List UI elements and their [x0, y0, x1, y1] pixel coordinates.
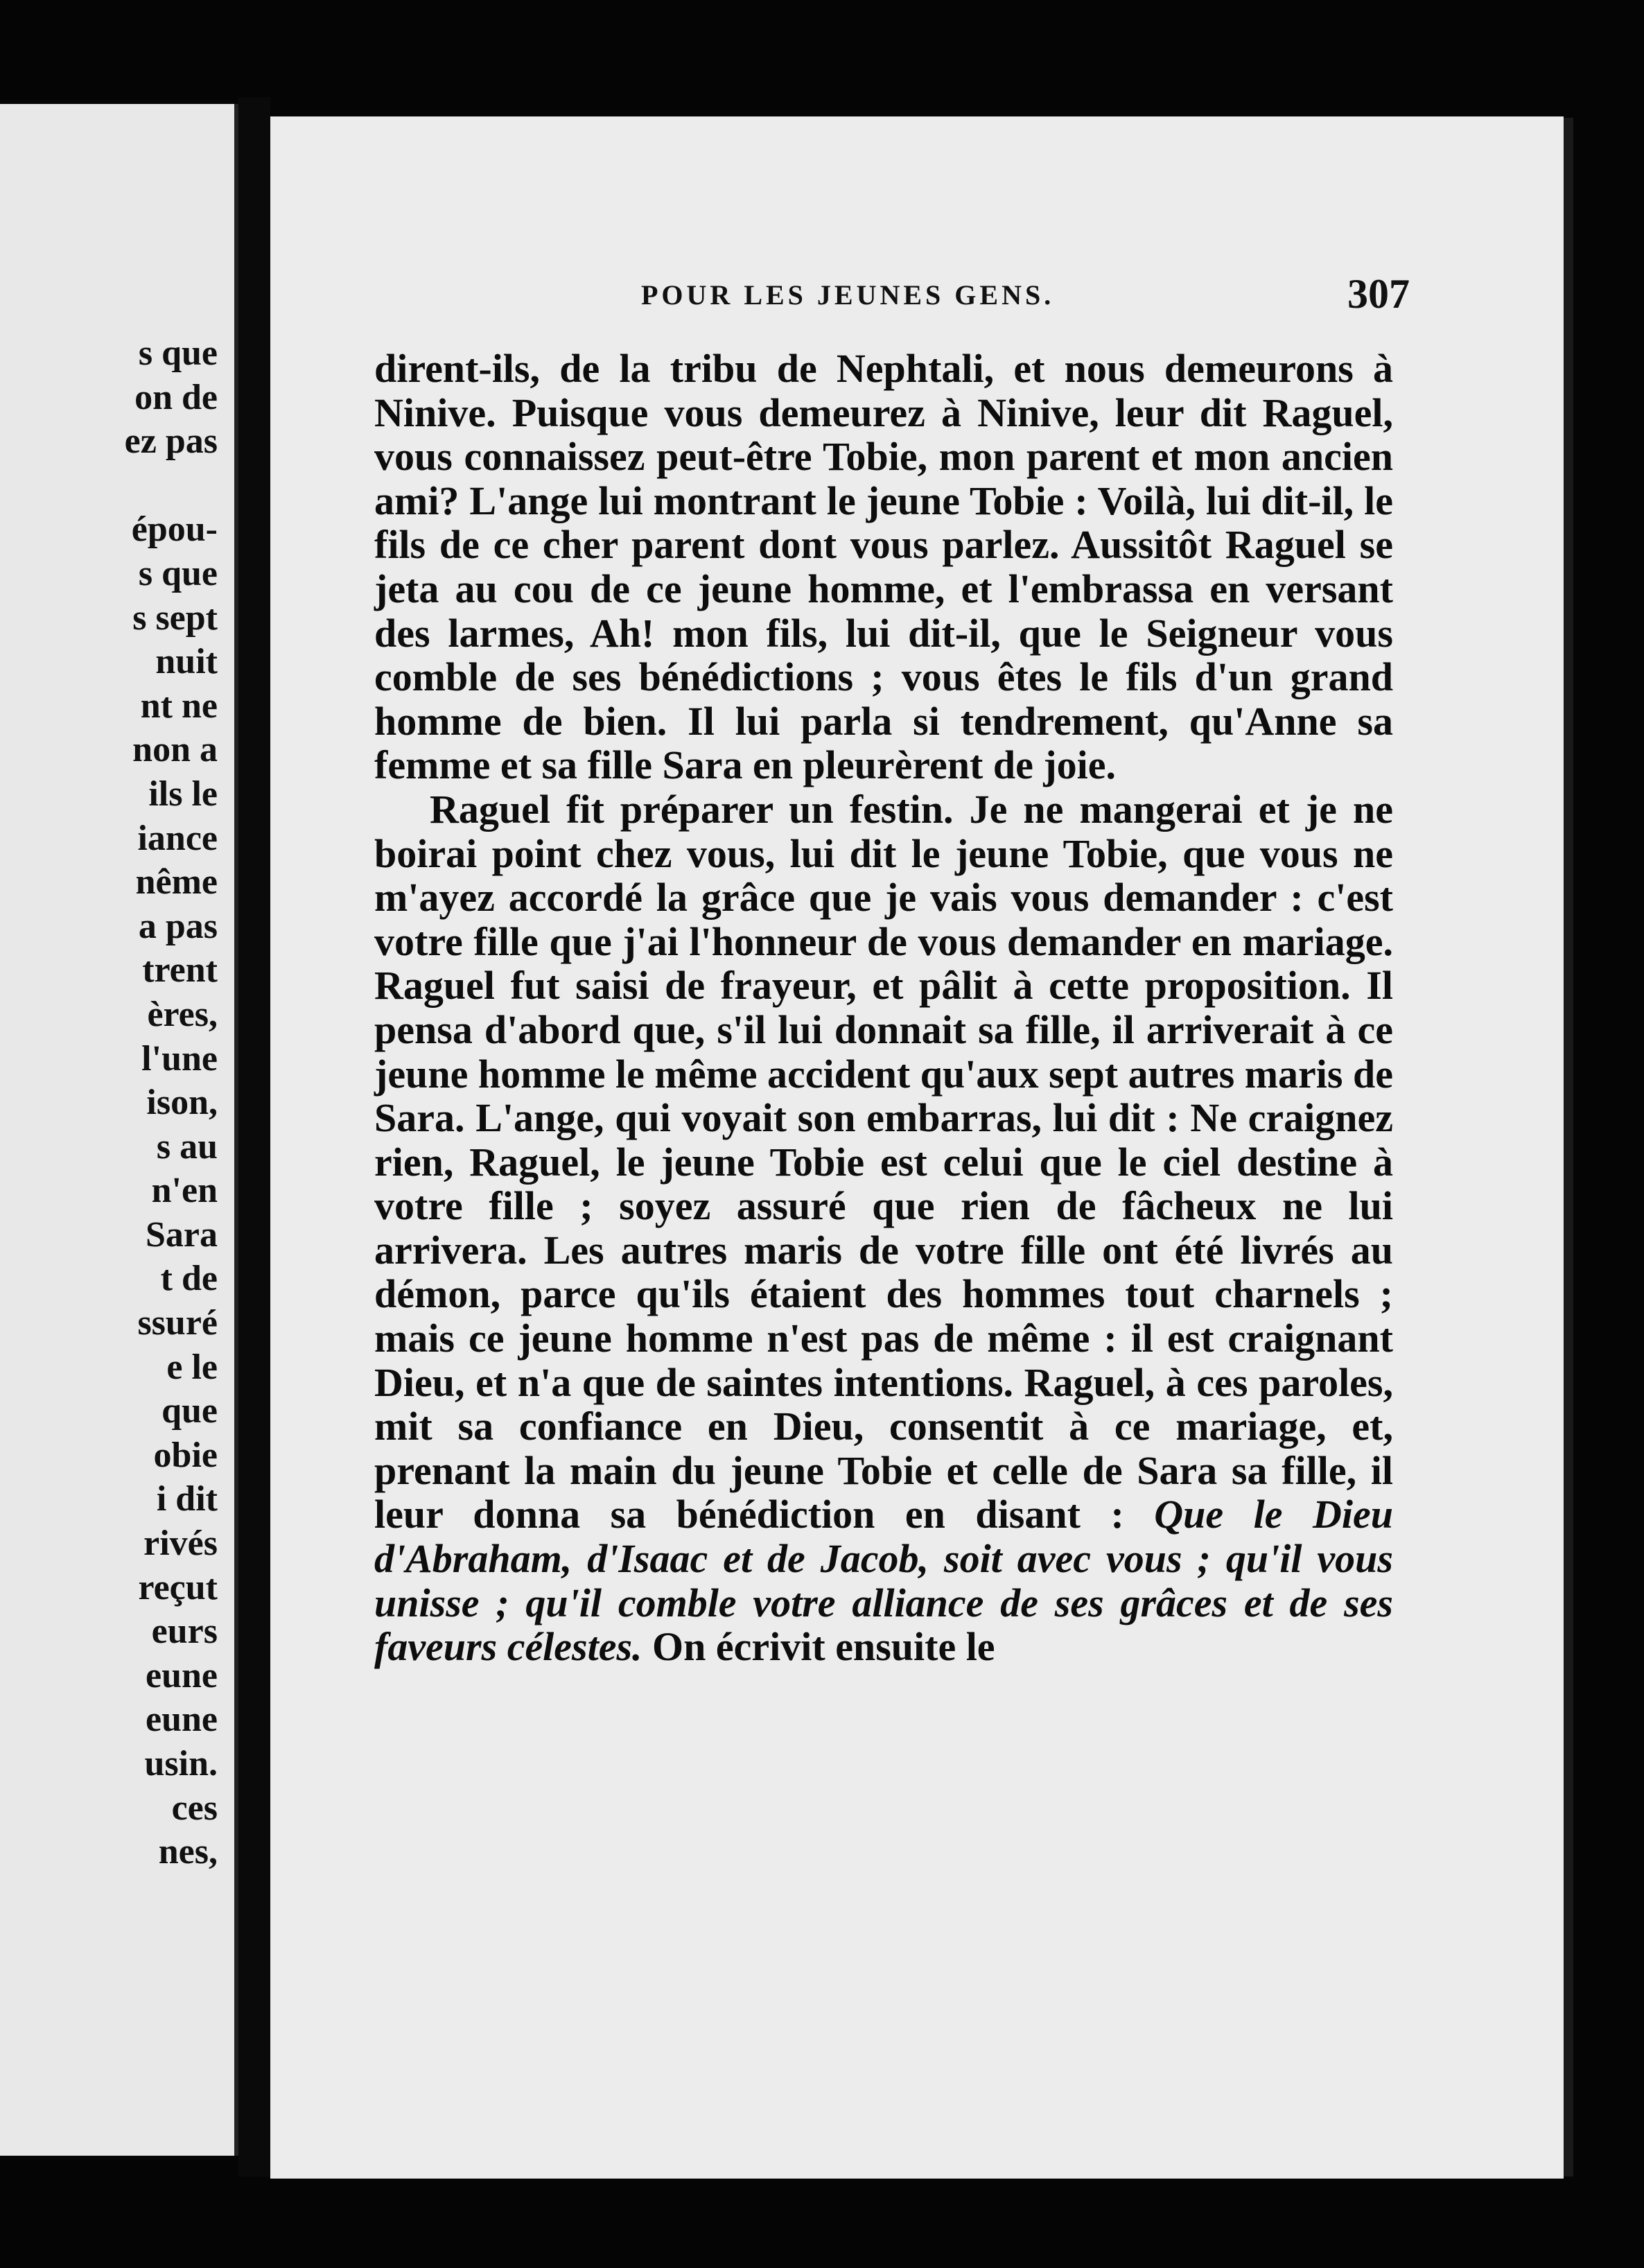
- page-number: 307: [1347, 271, 1410, 317]
- paragraph-2: [374, 787, 1393, 1669]
- facing-page-line: nt ne: [140, 686, 218, 726]
- facing-page-line: ils le: [148, 774, 218, 814]
- facing-page-line: trent: [142, 950, 218, 991]
- facing-page-line: ces: [171, 1788, 218, 1828]
- facing-page-line: eune: [146, 1655, 218, 1695]
- facing-page-line: eurs: [151, 1612, 218, 1652]
- facing-page-line: non a: [132, 730, 218, 770]
- paragraph-1: dirent-ils, de la tribu de Nephtali, et nous demeurons à Ninive. Puisque vous demeurez à Ninive, leur dit Raguel, vous connaissez peut-être Tobie, mon parent et mon ancien ami? L'ange lui montrant le jeune Tobie : Voilà, lui dit-il, le fils de ce cher parent dont vous parlez. Aussitôt Raguel se jeta au cou de ce jeune homme, et l'embrassa en versant des larmes, Ah! mon fils, lui dit-il, que le Seigneur vous comble de ses bénédictions ; vous êtes le fils d'un grand homme de bien. Il lui parla si tendrement, qu'Anne sa femme et sa fille Sara en pleurèrent de joie.: [374, 346, 1393, 788]
- facing-page-line: obie: [153, 1435, 218, 1475]
- facing-page-line: s sept: [132, 597, 218, 638]
- facing-page-line: i dit: [156, 1479, 218, 1519]
- page-edge: [1564, 118, 1573, 2177]
- facing-page-line: Sara: [146, 1214, 218, 1255]
- facing-page-line: iance: [137, 818, 218, 858]
- facing-page-line: [125, 464, 218, 508]
- facing-page-line: e le: [166, 1347, 218, 1387]
- body-text: [374, 347, 1393, 1669]
- facing-page-line: a pas: [138, 906, 218, 946]
- facing-page-line: ison,: [146, 1083, 218, 1123]
- facing-page-line: épou-: [131, 509, 218, 550]
- facing-page-line: ez pas: [124, 421, 218, 462]
- page-header: [372, 270, 1410, 319]
- facing-page-line: on de: [134, 377, 218, 417]
- facing-page-text-fragments: [125, 331, 218, 1874]
- facing-page-line: nuit: [155, 642, 218, 682]
- facing-page-line: rivés: [143, 1524, 218, 1564]
- facing-page-line: s au: [156, 1126, 218, 1167]
- running-head: POUR LES JEUNES GENS.: [641, 279, 1055, 311]
- facing-page-line: t de: [160, 1259, 218, 1299]
- paragraph-2-italic-blessing: Que le Dieu d'Abraham, d'Isaac et de Jacob, soit avec vous ; qu'il vous unisse ; qu'il comble votre alliance de ses grâces et de ses faveurs célestes.: [374, 1492, 1394, 1670]
- facing-page-line: s que: [138, 553, 218, 593]
- facing-page-line: l'une: [141, 1038, 218, 1079]
- paragraph-2-tail: On écrivit ensuite le: [652, 1624, 995, 1670]
- facing-page-line: reçut: [138, 1567, 218, 1607]
- facing-page-line: ères,: [147, 994, 218, 1034]
- facing-page-line: eune: [146, 1700, 218, 1740]
- book-gutter: [238, 97, 270, 2177]
- facing-page-line: ssuré: [137, 1303, 218, 1343]
- paragraph-2-text: Raguel fit préparer un festin. Je ne mangerai et je ne boirai point chez vous, lui dit le jeune Tobie, que vous ne m'ayez accordé la grâce que je vais vous demander : c'est votre fille que j'ai l'honneur de vous demander en mariage. Raguel fut saisi de frayeur, et pâlit à cette proposition. Il pensa d'abord que, s'il lui donnait sa fille, il arriverait à ce jeune homme le même accident qu'aux sept autres maris de Sara. L'ange, qui voyait son embarras, lui dit : Ne craignez rien, Raguel, le jeune Tobie est celui que le ciel destine à votre fille ; soyez assuré que rien de fâcheux ne lui arrivera. Les autres maris de votre fille ont été livrés au démon, parce qu'ils étaient des hommes tout charnels ; mais ce jeune homme n'est pas de même : il est craignant Dieu, et n'a que de saintes intentions. Raguel, à ces paroles, mit sa confiance en Dieu, consentit à ce mariage, et, prenant la main du jeune Tobie et celle de Sara sa fille, il leur donna sa bénédiction en disant :: [374, 786, 1393, 1537]
- facing-page-line: usin.: [144, 1744, 218, 1783]
- facing-page-left: [0, 104, 238, 2156]
- facing-page-line: s que: [138, 333, 218, 373]
- facing-page-line: nes,: [158, 1832, 218, 1872]
- facing-page-line: que: [161, 1391, 218, 1431]
- facing-page-line: nême: [135, 862, 218, 902]
- facing-page-line: n'en: [151, 1171, 218, 1211]
